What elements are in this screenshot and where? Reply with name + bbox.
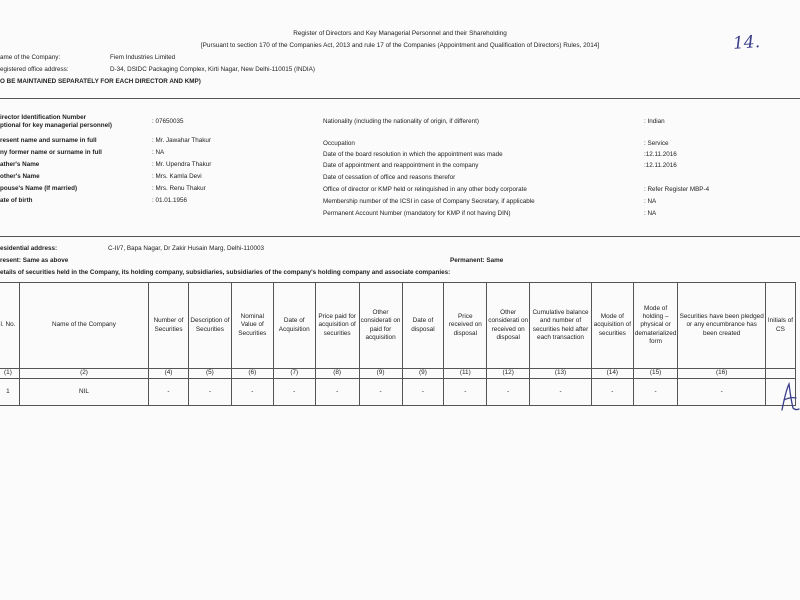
column-header: Other considerati on received on disposal (487, 283, 530, 369)
securities-table (0, 282, 796, 406)
field-value: : NA (644, 198, 657, 205)
field-value: : Service (644, 140, 669, 147)
field-value: : Mrs. Renu Thakur (152, 185, 206, 192)
permanent-address: Permanent: Same (450, 257, 504, 264)
field-label: resent name and surname in full (0, 137, 97, 144)
column-header: Nominal Value of Securities (231, 283, 273, 369)
field-label: ate of birth (0, 197, 33, 204)
table-cell: 1 (0, 379, 19, 406)
field-label: pouse's Name (If married) (0, 185, 78, 192)
divider (0, 236, 800, 237)
company-name-label: ame of the Company: (0, 54, 61, 61)
column-header: Description of Securities (188, 283, 231, 369)
securities-heading: etails of securities held in the Company, its holding company, subsidiaries, subsidiaries of the company's holding company and associate companies: (0, 269, 451, 276)
divider (0, 98, 800, 99)
field-label: ny former name or surname in full (0, 149, 102, 156)
field-label: Date of appointment and reappointment in the company (323, 162, 479, 169)
field-value: : 01.01.1956 (152, 197, 188, 204)
column-header: Mode of acquisition of securities (591, 283, 633, 369)
company-name-value: Fiem Industries Limited (110, 54, 176, 61)
column-number: (1) (0, 369, 19, 379)
column-number: (12) (487, 369, 530, 379)
residential-address-label: esidential address: (0, 245, 58, 252)
table-cell: - (487, 379, 530, 406)
table-cell: - (678, 379, 766, 406)
table-cell: NIL (19, 379, 148, 406)
column-number: (16) (678, 369, 766, 379)
table-cell: - (530, 379, 592, 406)
column-header: Mode of holding – physical or dematerialized form (633, 283, 678, 369)
column-header: Initials of CS (765, 283, 795, 369)
field-label: other's Name (0, 173, 40, 180)
field-label: Occupation (323, 140, 355, 147)
field-value: :12.11.2016 (644, 151, 677, 158)
column-number: (4) (149, 369, 189, 379)
table-cell: - (591, 379, 633, 406)
field-value: : Mrs. Kamla Devi (152, 173, 202, 180)
field-value: : NA (644, 210, 657, 217)
field-value: : Refer Register MBP-4 (644, 186, 710, 193)
table-cell: - (402, 379, 444, 406)
column-number: (15) (633, 369, 678, 379)
field-label: ather's Name (0, 161, 40, 168)
table-cell: - (315, 379, 359, 406)
column-header: Price paid for acquisition of securities (315, 283, 359, 369)
field-label: Date of cessation of office and reasons therefor (323, 174, 456, 181)
table-cell: - (444, 379, 487, 406)
column-number: (2) (19, 369, 148, 379)
column-number: (9) (359, 369, 402, 379)
column-header: Other considerati on paid for acquisition (359, 283, 402, 369)
field-label: Permanent Account Number (mandatory for KMP if not having DIN) (323, 210, 511, 217)
column-number: (6) (231, 369, 273, 379)
field-label: irector Identification Number (0, 114, 87, 121)
field-value: :12.11.2016 (644, 162, 677, 169)
table-cell: - (149, 379, 189, 406)
column-header: Date of Acquisition (273, 283, 315, 369)
column-number: (13) (530, 369, 592, 379)
field-label: Office of director or KMP held or relinquished in any other body corporate (323, 186, 527, 193)
column-number: (14) (591, 369, 633, 379)
office-address-value: D-34, DSIDC Packaging Complex, Kirti Nagar, New Delhi-110015 (INDIA) (110, 66, 315, 73)
table-row (0, 379, 796, 406)
office-address-label: egistered office address: (0, 66, 69, 73)
column-header: Cumulative balance and number of securities held after each transaction (530, 283, 592, 369)
register-subtitle: [Pursuant to section 170 of the Companies Act, 2013 and rule 17 of the Companies (Appointment and Qualification of Directors) Rules, 2014] (200, 42, 600, 49)
page-number: 14. (732, 32, 761, 54)
column-number-row (0, 369, 796, 379)
field-value: : Mr. Jawahar Thakur (152, 137, 212, 144)
column-number: (9) (402, 369, 444, 379)
header-row (0, 283, 796, 369)
field-value: : Mr. Upendra Thakur (152, 161, 212, 168)
column-header: Price received on disposal (444, 283, 487, 369)
column-number (765, 369, 795, 379)
present-address: resent: Same as above (0, 257, 69, 264)
maintenance-note: O BE MAINTAINED SEPARATELY FOR EACH DIRECTOR AND KMP) (0, 78, 201, 85)
table-cell: - (359, 379, 402, 406)
field-label: Nationality (including the nationality of origin, if different) (323, 118, 479, 125)
column-number: (5) (188, 369, 231, 379)
table-cell: - (273, 379, 315, 406)
column-number: (7) (273, 369, 315, 379)
field-label: ptional for key managerial personnel) (0, 122, 112, 129)
signature-scribble (778, 380, 800, 414)
field-label: Date of the board resolution in which the appointment was made (323, 151, 503, 158)
column-number: (11) (444, 369, 487, 379)
field-value: : NA (152, 149, 165, 156)
column-header: Date of disposal (402, 283, 444, 369)
table-cell: - (633, 379, 678, 406)
column-header: Name of the Company (19, 283, 148, 369)
residential-address-value: C-II/7, Bapa Nagar, Dr Zakir Husain Marg, Delhi-110003 (108, 245, 264, 252)
field-value: : 07650035 (152, 118, 184, 125)
field-label: Membership number of the ICSI in case of Company Secretary, if applicable (323, 198, 535, 205)
table-cell: - (231, 379, 273, 406)
column-header: Number of Securities (149, 283, 189, 369)
column-header: Securities have been pledged or any encumbrance has been created (678, 283, 766, 369)
column-header: l. No. (0, 283, 19, 369)
table-cell: - (188, 379, 231, 406)
field-value: : Indian (644, 118, 665, 125)
column-number: (8) (315, 369, 359, 379)
register-title: Register of Directors and Key Managerial Personnel and their Shareholding (293, 30, 507, 37)
